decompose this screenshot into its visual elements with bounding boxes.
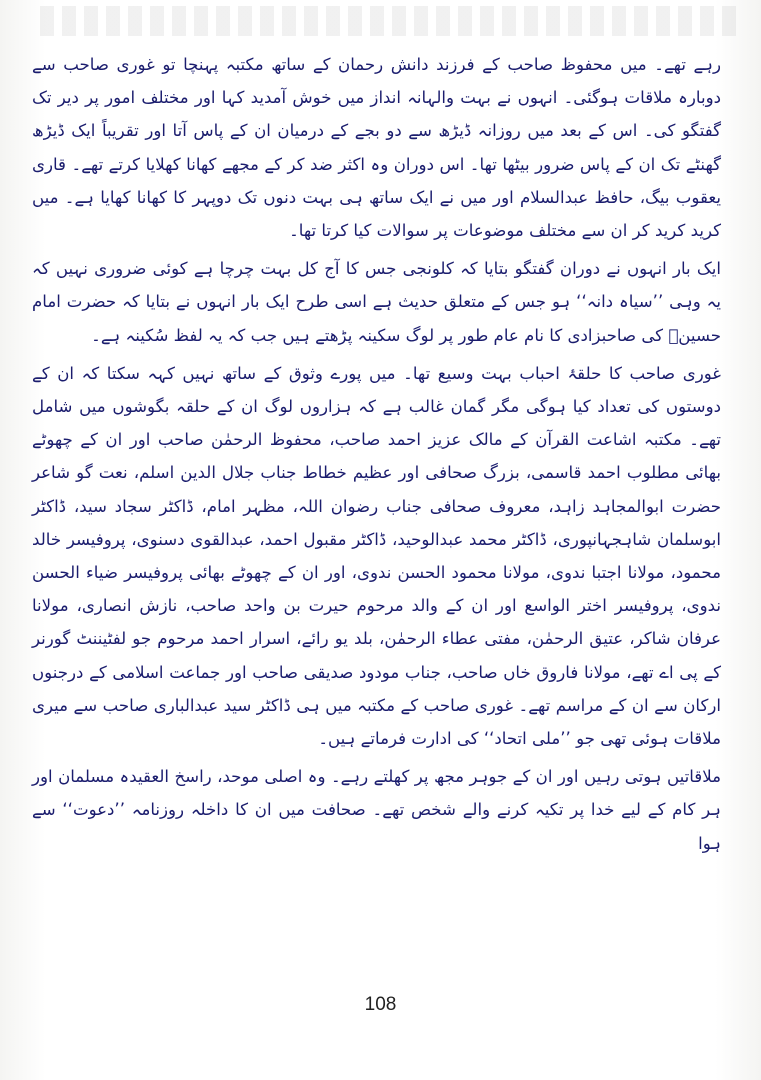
paragraph-3: غوری صاحب کا حلقۂ احباب بہت وسیع تھا۔ میں پورے وثوق کے ساتھ نہیں کہہ سکتا کہ ان کے دوستوں کی تعداد کیا ہوگی مگر گمان غالب ہے کہ ہزاروں لوگ ان کے حلقہ بگوشوں میں شامل تھے۔ مکتبہ اشاعت القرآن کے مالک عزیز احمد صاحب، محفوظ الرحمٰن صاحب اور ان کے چھوٹے بھائی مطلوب احمد قاسمی، بزرگ صحافی اور عظیم خطاط جناب جلال الدین اسلم، نعت گو شاعر حضرت ابوالمجاہد زاہد، معروف صحافی جناب رضوان اللہ، مظہر امام، ڈاکٹر سجاد سید، ڈاکٹر ابوسلمان شاہجہانپوری، ڈاکٹر محمد عبدالوحید، ڈاکٹر مقبول احمد، عبدالقوی دسنوی، پروفیسر خالد محمود، مولانا اجتبا ندوی، مولانا محمود الحسن ندوی، اور ان کے چھوٹے بھائی پروفیسر ضیاء الحسن ندوی، پروفیسر اختر الواسع اور ان کے والد مرحوم حیرت بن واحد صاحب، نازش انصاری، مولانا عرفان شاکر، عتیق الرحمٰن، مفتی عطاء الرحمٰن، بلد یو رائے، اسرار احمد مرحوم جو لفٹیننٹ گورنر کے پی اے تھے، مولانا فاروق خاں صاحب، جناب مودود صدیقی صاحب اور جماعت اسلامی کے درجنوں ارکان سے ان کے مراسم تھے۔ غوری صاحب کے مکتبہ میں ہی ڈاکٹر سید عبدالباری صاحب سے میری ملاقات ہوئی تھی جو ’’ملی اتحاد‘‘ کی ادارت فرماتے ہیں۔ [32, 363, 721, 749]
bleed-through-text [40, 6, 741, 36]
page-number: 108 [364, 994, 397, 1015]
paragraph-4: ملاقاتیں ہوتی رہیں اور ان کے جوہر مجھ پر کھلتے رہے۔ وہ اصلی موحد، راسخ العقیدہ مسلمان اور ہر کام کے لیے خدا پر تکیہ کرنے والے شخص تھے۔ صحافت میں ان کا داخلہ روزنامہ ’’دعوت‘‘ سے ہوا [32, 767, 721, 853]
page-body [32, 48, 721, 860]
paragraph-1: رہے تھے۔ میں محفوظ صاحب کے فرزند دانش رحمان کے ساتھ مکتبہ پہنچا تو غوری صاحب سے دوبارہ ملاقات ہوگئی۔ انہوں نے بہت والہانہ انداز میں خوش آمدید کہا اور مختلف امور پر دیر تک گفتگو کی۔ اس کے بعد میں روزانہ ڈیڑھ سے دو بجے کے درمیان ان کے پاس آتا اور تقریباً ایک ڈیڑھ گھنٹے تک ان کے پاس ضرور بیٹھا تھا۔ اس دوران وہ اکثر ضد کر کے مجھے کھانا کھلایا کرتے تھے۔ قاری یعقوب بیگ، حافظ عبدالسلام اور میں نے ایک ساتھ ہی بہت دنوں تک دوپہر کا کھانا کھایا ہے۔ میں کرید کرید کر ان سے مختلف موضوعات پر سوالات کیا کرتا تھا۔ [32, 55, 721, 241]
paragraph-2: ایک بار انہوں نے دوران گفتگو بتایا کہ کلونجی جس کا آج کل بہت چرچا ہے کوئی ضروری نہیں کہ یہ وہی ’’سیاہ دانہ‘‘ ہو جس کے متعلق حدیث ہے اسی طرح ایک بار انہوں نے بتایا کہ حضرت امام حسینؓ کی صاحبزادی کا نام عام طور پر لوگ سکینہ پڑھتے ہیں جب کہ یہ لفظ سُکینہ ہے۔ [32, 259, 721, 345]
